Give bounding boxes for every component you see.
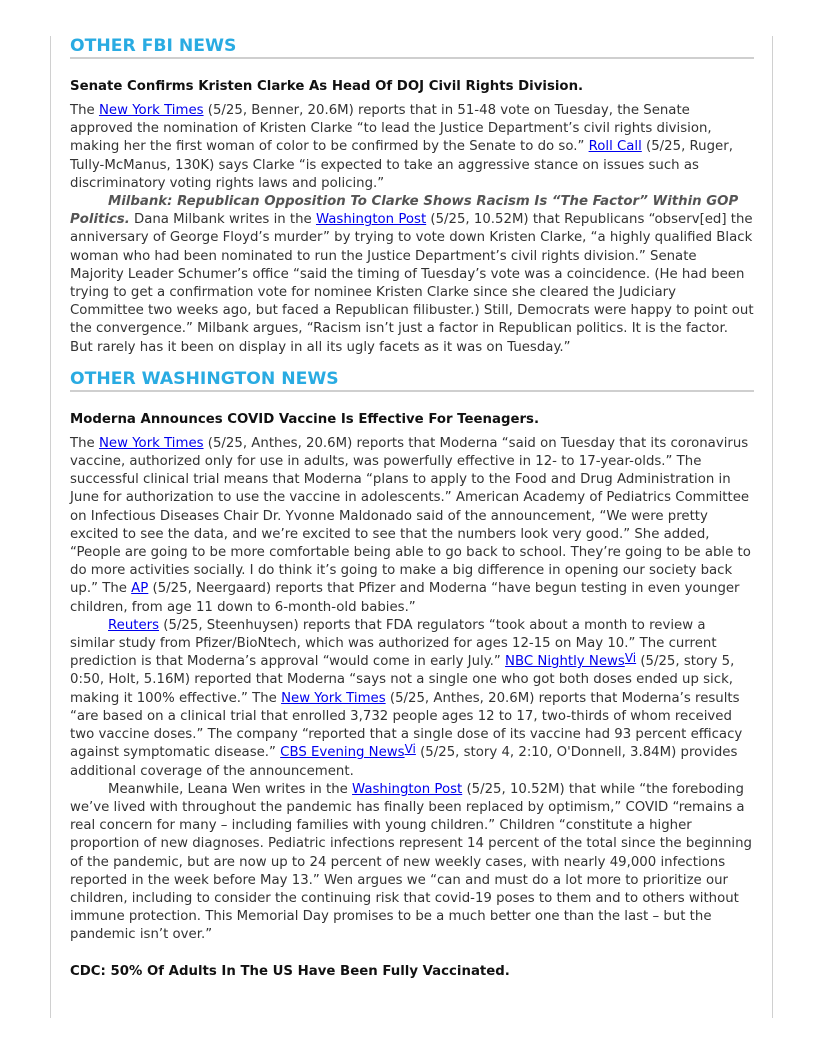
source-link-washington-post[interactable]: Washington Post bbox=[352, 781, 463, 797]
source-link-new-york-times[interactable]: New York Times bbox=[98, 435, 204, 451]
source-link-washington-post[interactable]: Washington Post bbox=[315, 212, 427, 228]
body-text: (5/25, story 5, 0:50, Holt, 5.16M) reported that Moderna “says not a single one who got both doses ended up sick, making it 100% effective.” The bbox=[70, 654, 735, 706]
body-text: (5/25, 10.52M) that Republicans “observ[ed] the anniversary of George Floyd’s murder” by trying to vote down Kristen Clarke, “a highly qualified Black woman who had been nominated to run the Justice Department’s civil rights division.” Senate Majority Leader Schumer’s office “said the timing of Tuesday’s vote was a coincidence. (He had been trying to get a confirmation vote for nominee Kristen Clarke since she cleared the Judiciary Committee two weeks ago, but faced a Republican filibuster.) Still, Democrats were happy to point out the convergence.” Milbank argues, “Racism isn’t just a factor in Republican politics. It is the factor. But rarely has it been on display in all its ugly facets as it was on Tuesday.” bbox=[70, 212, 754, 355]
body-text: (5/25, Steenhuysen) reports that FDA regulators “took about a month to review a similar study from Pfizer/BioNtech, which was authorized for ages 12-15 on May 10.” The current prediction is that Moderna’s approval “would come in early July.” bbox=[70, 617, 717, 670]
subheadline-milbank: Milbank: Republican Opposition To Clarke Shows Racism Is “The Factor” Within GOP Politics. bbox=[70, 194, 739, 228]
source-link-roll-call[interactable]: Roll Call bbox=[588, 139, 642, 155]
body-text: The bbox=[70, 103, 99, 118]
right-margin-rule bbox=[772, 36, 773, 1018]
story-headline-cdc: CDC: 50% Of Adults In The US Have Been Fully Vaccinated. bbox=[70, 963, 510, 979]
body-text: (5/25, Anthes, 20.6M) reports that Moderna “said on Tuesday that its coronavirus vaccine, authorized only for use in adults, was powerfully effective in 12- to 17-year-olds.” The successful clinical trial means that Moderna “plans to apply to the Food and Drug Administration in June for authorization to use the vaccine in adolescents.” American Academy of Pediatrics Committee on Infectious Diseases Chair Dr. Yvonne Maldonado said of the announcement, “We were pretty excited to see the data, and we’re excited to see that the numbers look very good.” She added, “People are going to be more comfortable being able to go back to school. They’re going to be able to do more activities socially. I do think it’s going to make a big difference in opening our society back up.” The bbox=[70, 435, 751, 597]
newsletter-body bbox=[70, 36, 754, 987]
body-text: (5/25, 10.52M) that while “the foreboding we’ve lived with throughout the pandemic has finally been replaced by optimism,” COVID “remains a real concern for many – including families with young children.” Children “constitute a higher proportion of new diagnoses. Pediatric infections represent 14 percent of the total since the beginning of the pandemic, but are now up to 24 percent of new weekly cases, with nearly 49,000 infections reported in the week before May 13.” Wen argues we “can and must do a lot more to prioritize our children, including to consider the continuing risk that covid-19 poses to them and to others without immune protection. This Memorial Day promises to be a much better one than the last – but the pandemic isn’t over.” bbox=[70, 781, 752, 943]
source-link-ap[interactable]: AP bbox=[131, 581, 149, 597]
body-text: The bbox=[70, 435, 99, 451]
story-paragraph bbox=[70, 617, 754, 781]
story-headline-clarke: Senate Confirms Kristen Clarke As Head Of DOJ Civil Rights Division. bbox=[70, 79, 584, 94]
body-text: (5/25, Ruger, Tully-McManus, 130K) says Clarke “is expected to take an aggressive stance on issues such as discriminatory voting rights laws and policing.” bbox=[70, 139, 733, 191]
source-link-reuters[interactable]: Reuters bbox=[108, 617, 160, 633]
section-title-other-fbi-news: OTHER FBI NEWS bbox=[70, 36, 754, 59]
video-icon[interactable] bbox=[625, 651, 636, 665]
source-link-new-york-times[interactable]: New York Times bbox=[98, 103, 204, 118]
source-link-new-york-times[interactable]: New York Times bbox=[281, 690, 386, 706]
body-text: Dana Milbank writes in the bbox=[129, 212, 316, 228]
body-text: (5/25, Anthes, 20.6M) reports that Moderna’s results “are based on a clinical trial that enrolled 3,732 people ages 12 to 17, two-thirds of whom received two vaccine doses.” The company “reported that a single dose of its vaccine had 93 percent efficacy against symptomatic disease.” bbox=[70, 690, 743, 761]
body-text: Meanwhile, Leana Wen writes in the bbox=[108, 781, 353, 797]
left-margin-rule bbox=[50, 36, 51, 1018]
body-text: (5/25, Neergaard) reports that Pfizer and Moderna “have begun testing in even younger children, from age 11 down to 6-month-old babies.” bbox=[70, 581, 740, 615]
video-link[interactable]: Vi bbox=[404, 742, 416, 757]
body-text: (5/25, story 4, 2:10, O'Donnell, 3.84M) provides additional coverage of the announcement. bbox=[70, 745, 738, 779]
source-link-cbs-evening-news[interactable]: CBS Evening News bbox=[280, 745, 405, 761]
section-title-other-washington-news: OTHER WASHINGTON NEWS bbox=[70, 369, 754, 392]
story-paragraph bbox=[70, 435, 754, 617]
story-paragraph bbox=[70, 193, 754, 357]
story-paragraph bbox=[70, 102, 754, 193]
video-link[interactable]: Vi bbox=[624, 651, 637, 666]
story-paragraph bbox=[70, 781, 754, 945]
body-text: (5/25, Benner, 20.6M) reports that in 51-48 vote on Tuesday, the Senate approved the nomination of Kristen Clarke “to lead the Justice Department’s civil rights division, making her the first woman of color to be confirmed by the Senate to do so.” bbox=[70, 103, 712, 155]
source-link-nbc-nightly-news[interactable]: NBC Nightly News bbox=[505, 654, 625, 670]
story-headline-moderna: Moderna Announces COVID Vaccine Is Effective For Teenagers. bbox=[70, 411, 540, 427]
video-icon[interactable] bbox=[405, 742, 416, 756]
